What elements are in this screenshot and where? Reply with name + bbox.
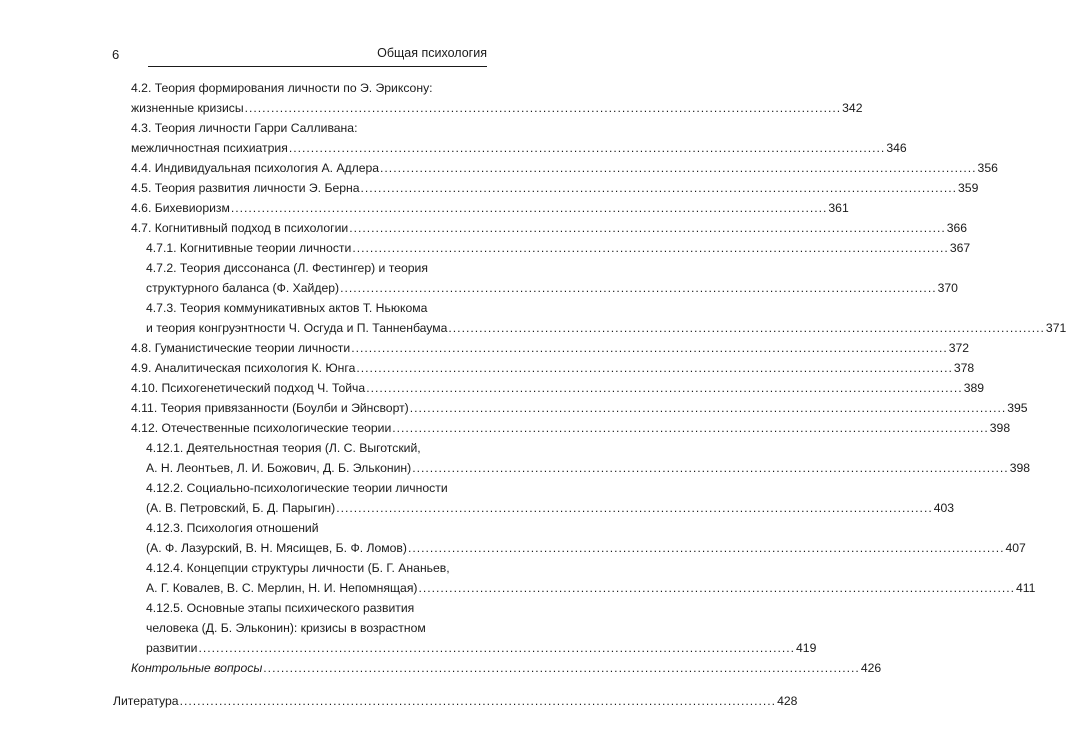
- toc-entry-4-7-2[interactable]: [146, 280, 958, 296]
- toc-entry-4-12-3[interactable]: [146, 540, 1026, 556]
- dot-leader: ........................................................................................................................................: [360, 181, 958, 195]
- dot-leader: ........................................................................................................................................: [198, 641, 796, 655]
- toc-entry-4-7-3-line1: 4.7.3. Теория коммуникативных актов Т. Ньюкома: [146, 301, 428, 315]
- toc-entry-4-8[interactable]: [131, 340, 970, 356]
- toc-entry-text: 4.12. Отечественные психологические теории: [131, 421, 392, 435]
- toc-entry-text: (А. В. Петровский, Б. Д. Парыгин): [146, 501, 336, 515]
- toc-page-number: 398: [1009, 461, 1031, 475]
- dot-leader: ........................................................................................................................................: [380, 161, 977, 175]
- toc-page-number: 403: [933, 501, 955, 515]
- dot-leader: ........................................................................................................................................: [351, 341, 948, 355]
- toc-entry-4-4[interactable]: [131, 160, 998, 176]
- toc-entry-4-7-1[interactable]: [146, 240, 971, 256]
- toc-page-number: 372: [948, 341, 970, 355]
- toc-page-number: 361: [828, 201, 849, 215]
- toc-entry-review-questions[interactable]: [131, 660, 882, 676]
- toc-page-number: 367: [949, 241, 971, 255]
- dot-leader: ........................................................................................................................................: [392, 421, 989, 435]
- toc-entry-4-3[interactable]: [131, 140, 907, 156]
- toc-entry-text: и теория конгруэнтности Ч. Осгуда и П. Танненбаума: [146, 321, 448, 335]
- dot-leader: ........................................................................................................................................: [349, 221, 946, 235]
- running-title: Общая психология: [377, 46, 487, 60]
- toc-entry-4-6[interactable]: [131, 200, 849, 216]
- dot-leader: ........................................................................................................................................: [418, 581, 1015, 595]
- toc-entry-text: межличностная психиатрия: [131, 141, 288, 155]
- toc-entry-text: (А. Ф. Лазурский, В. Н. Мясищев, Б. Ф. Ломов): [146, 541, 407, 555]
- toc-page-number: 419: [796, 641, 817, 655]
- toc-entry-4-12-2-line1: 4.12.2. Социально-психологические теории личности: [146, 481, 448, 495]
- toc-entry-text: Контрольные вопросы: [131, 661, 263, 675]
- toc-entry-4-7[interactable]: [131, 220, 968, 236]
- dot-leader: ........................................................................................................................................: [352, 241, 949, 255]
- dot-leader: ........................................................................................................................................: [412, 461, 1009, 475]
- toc-entry-text: А. Г. Ковалев, В. С. Мерлин, Н. И. Непомнящая): [146, 581, 418, 595]
- dot-leader: ........................................................................................................................................: [179, 694, 777, 708]
- toc-entry-4-12-5-line2: человека (Д. Б. Эльконин): кризисы в возрастном: [146, 621, 426, 635]
- toc-page-number: 411: [1016, 581, 1036, 595]
- toc-entry-text: 4.5. Теория развития личности Э. Берна: [131, 181, 360, 195]
- toc-entry-text: 4.7.1. Когнитивные теории личности: [146, 241, 352, 255]
- toc-entry-4-12[interactable]: [131, 420, 1011, 436]
- toc-page-number: 428: [777, 694, 798, 708]
- dot-leader: ........................................................................................................................................: [230, 201, 828, 215]
- toc-entry-text: 4.4. Индивидуальная психология А. Адлера: [131, 161, 380, 175]
- dot-leader: ........................................................................................................................................: [409, 401, 1007, 415]
- toc-page-number: 346: [886, 141, 907, 155]
- toc-page-number: 370: [937, 281, 958, 295]
- toc-page-number: 398: [989, 421, 1011, 435]
- toc-entry-4-12-4[interactable]: [146, 580, 1036, 596]
- toc-entry-text: 4.7. Когнитивный подход в психологии: [131, 221, 349, 235]
- toc-entry-4-12-4-line1: 4.12.4. Концепции структуры личности (Б. Г. Ананьев,: [146, 561, 450, 575]
- page-number: 6: [112, 47, 120, 62]
- dot-leader: ........................................................................................................................................: [407, 541, 1005, 555]
- toc-entry-text: 4.11. Теория привязанности (Боулби и Эйнсворт): [131, 401, 409, 415]
- toc-entry-text: 4.6. Бихевиоризм: [131, 201, 230, 215]
- dot-leader: ........................................................................................................................................: [263, 661, 860, 675]
- toc-entry-literature[interactable]: [113, 693, 798, 709]
- toc-entry-text: Литература: [113, 694, 179, 708]
- toc-entry-4-2-line1: 4.2. Теория формирования личности по Э. Эриксону:: [131, 81, 433, 95]
- toc-entry-4-7-3[interactable]: [146, 320, 1066, 336]
- dot-leader: ........................................................................................................................................: [244, 101, 842, 115]
- toc-entry-text: А. Н. Леонтьев, Л. И. Божович, Д. Б. Эльконин): [146, 461, 412, 475]
- toc-entry-text: 4.10. Психогенетический подход Ч. Тойча: [131, 381, 366, 395]
- dot-leader: ........................................................................................................................................: [336, 501, 933, 515]
- toc-page-number: 426: [860, 661, 882, 675]
- toc-entry-text: 4.9. Аналитическая психология К. Юнга: [131, 361, 356, 375]
- dot-leader: ........................................................................................................................................: [448, 321, 1045, 335]
- toc-entry-4-12-5-line1: 4.12.5. Основные этапы психического развития: [146, 601, 415, 615]
- toc-entry-4-2[interactable]: [131, 100, 863, 116]
- toc-entry-4-11[interactable]: [131, 400, 1028, 416]
- toc-entry-text: жизненные кризисы: [131, 101, 244, 115]
- toc-entry-4-7-2-line1: 4.7.2. Теория диссонанса (Л. Фестингер) и теория: [146, 261, 428, 275]
- toc-page-number: 395: [1007, 401, 1028, 415]
- toc-page-number: 378: [953, 361, 975, 375]
- toc-page-number: 342: [842, 101, 863, 115]
- toc-page-number: 359: [958, 181, 979, 195]
- toc-entry-text: 4.8. Гуманистические теории личности: [131, 341, 351, 355]
- toc-page-number: 371: [1045, 321, 1066, 335]
- dot-leader: ........................................................................................................................................: [366, 381, 963, 395]
- toc-entry-4-3-line1: 4.3. Теория личности Гарри Салливана:: [131, 121, 358, 135]
- toc-entry-4-12-2[interactable]: [146, 500, 955, 516]
- dot-leader: ........................................................................................................................................: [340, 281, 937, 295]
- toc-page-number: 366: [946, 221, 968, 235]
- toc-entry-4-9[interactable]: [131, 360, 975, 376]
- toc-page-number: 356: [977, 161, 998, 175]
- toc-entry-4-12-1-line1: 4.12.1. Деятельностная теория (Л. С. Выготский,: [146, 441, 421, 455]
- toc-entry-4-10[interactable]: [131, 380, 985, 396]
- toc-entry-text: развитии: [146, 641, 198, 655]
- header-rule: [148, 66, 487, 67]
- toc-entry-text: структурного баланса (Ф. Хайдер): [146, 281, 340, 295]
- toc-entry-4-12-1[interactable]: [146, 460, 1031, 476]
- dot-leader: ........................................................................................................................................: [356, 361, 953, 375]
- toc-entry-4-12-3-line1: 4.12.3. Психология отношений: [146, 521, 319, 535]
- toc-entry-4-5[interactable]: [131, 180, 979, 196]
- dot-leader: ........................................................................................................................................: [288, 141, 886, 155]
- toc-entry-4-12-5[interactable]: [146, 640, 817, 656]
- toc-page-number: 407: [1005, 541, 1026, 555]
- toc-page-number: 389: [963, 381, 985, 395]
